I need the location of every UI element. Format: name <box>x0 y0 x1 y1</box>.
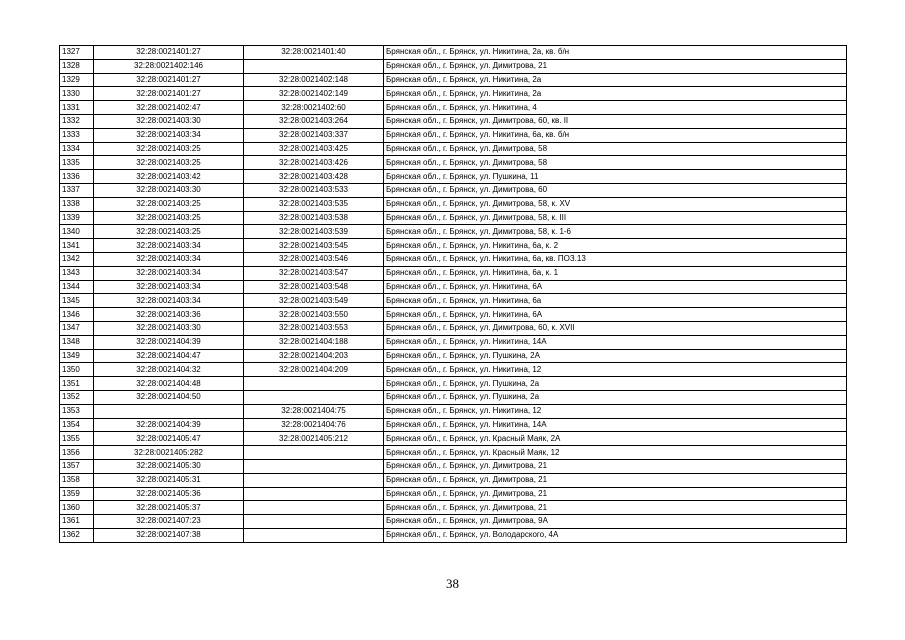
table-row <box>60 515 847 529</box>
row-number-cell: 1339 <box>60 211 94 225</box>
address-cell: Брянская обл., г. Брянск, ул. Никитина, 14А <box>384 418 847 432</box>
related-cadastral-number-cell: 32:28:0021404:76 <box>244 418 384 432</box>
related-cadastral-number-cell: 32:28:0021403:426 <box>244 156 384 170</box>
table-row <box>60 59 847 73</box>
address-cell: Брянская обл., г. Брянск, ул. Димитрова, 60 <box>384 183 847 197</box>
cadastral-number-cell: 32:28:0021405:36 <box>94 487 244 501</box>
cadastral-number-cell <box>94 404 244 418</box>
cadastral-number-cell: 32:28:0021402:146 <box>94 59 244 73</box>
address-cell: Брянская обл., г. Брянск, ул. Никитина, 6а <box>384 294 847 308</box>
table-row <box>60 390 847 404</box>
row-number-cell: 1343 <box>60 266 94 280</box>
cadastral-number-cell: 32:28:0021403:34 <box>94 294 244 308</box>
cadastral-number-cell: 32:28:0021401:27 <box>94 87 244 101</box>
cadastral-table <box>59 45 847 543</box>
row-number-cell: 1345 <box>60 294 94 308</box>
address-cell: Брянская обл., г. Брянск, ул. Пушкина, 2а <box>384 377 847 391</box>
address-cell: Брянская обл., г. Брянск, ул. Никитина, 2а, кв. б/н <box>384 46 847 60</box>
cadastral-number-cell: 32:28:0021403:36 <box>94 308 244 322</box>
cadastral-number-cell: 32:28:0021403:30 <box>94 321 244 335</box>
table-row <box>60 280 847 294</box>
address-cell: Брянская обл., г. Брянск, ул. Димитрова, 21 <box>384 459 847 473</box>
cadastral-number-cell: 32:28:0021404:47 <box>94 349 244 363</box>
related-cadastral-number-cell: 32:28:0021403:550 <box>244 308 384 322</box>
address-cell: Брянская обл., г. Брянск, ул. Красный Маяк, 12 <box>384 446 847 460</box>
address-cell: Брянская обл., г. Брянск, ул. Димитрова, 21 <box>384 487 847 501</box>
related-cadastral-number-cell <box>244 515 384 529</box>
address-cell: Брянская обл., г. Брянск, ул. Пушкина, 2а <box>384 390 847 404</box>
cadastral-number-cell: 32:28:0021403:25 <box>94 142 244 156</box>
table-row <box>60 114 847 128</box>
row-number-cell: 1358 <box>60 473 94 487</box>
address-cell: Брянская обл., г. Брянск, ул. Димитрова, 21 <box>384 59 847 73</box>
cadastral-number-cell: 32:28:0021404:39 <box>94 418 244 432</box>
address-cell: Брянская обл., г. Брянск, ул. Никитина, 6А <box>384 280 847 294</box>
address-cell: Брянская обл., г. Брянск, ул. Никитина, 6а, к. 1 <box>384 266 847 280</box>
address-cell: Брянская обл., г. Брянск, ул. Никитина, 12 <box>384 363 847 377</box>
row-number-cell: 1361 <box>60 515 94 529</box>
row-number-cell: 1327 <box>60 46 94 60</box>
row-number-cell: 1330 <box>60 87 94 101</box>
related-cadastral-number-cell: 32:28:0021403:425 <box>244 142 384 156</box>
row-number-cell: 1333 <box>60 128 94 142</box>
table-row <box>60 252 847 266</box>
row-number-cell: 1353 <box>60 404 94 418</box>
cadastral-number-cell: 32:28:0021405:282 <box>94 446 244 460</box>
address-cell: Брянская обл., г. Брянск, ул. Димитрова, 9А <box>384 515 847 529</box>
cadastral-number-cell: 32:28:0021404:48 <box>94 377 244 391</box>
address-cell: Брянская обл., г. Брянск, ул. Димитрова, 58 <box>384 142 847 156</box>
related-cadastral-number-cell: 32:28:0021404:209 <box>244 363 384 377</box>
table-row <box>60 225 847 239</box>
row-number-cell: 1351 <box>60 377 94 391</box>
table-row <box>60 418 847 432</box>
related-cadastral-number-cell: 32:28:0021403:264 <box>244 114 384 128</box>
address-cell: Брянская обл., г. Брянск, ул. Никитина, 6а, кв. ПОЗ.13 <box>384 252 847 266</box>
cadastral-number-cell: 32:28:0021402:47 <box>94 101 244 115</box>
cadastral-number-cell: 32:28:0021403:34 <box>94 266 244 280</box>
related-cadastral-number-cell: 32:28:0021405:212 <box>244 432 384 446</box>
row-number-cell: 1334 <box>60 142 94 156</box>
row-number-cell: 1335 <box>60 156 94 170</box>
related-cadastral-number-cell: 32:28:0021403:538 <box>244 211 384 225</box>
related-cadastral-number-cell: 32:28:0021403:428 <box>244 170 384 184</box>
table-row <box>60 308 847 322</box>
row-number-cell: 1362 <box>60 528 94 542</box>
related-cadastral-number-cell: 32:28:0021403:545 <box>244 239 384 253</box>
table-row <box>60 197 847 211</box>
related-cadastral-number-cell: 32:28:0021403:546 <box>244 252 384 266</box>
related-cadastral-number-cell: 32:28:0021402:60 <box>244 101 384 115</box>
row-number-cell: 1352 <box>60 390 94 404</box>
cadastral-number-cell: 32:28:0021405:47 <box>94 432 244 446</box>
related-cadastral-number-cell: 32:28:0021403:547 <box>244 266 384 280</box>
table-row <box>60 432 847 446</box>
address-cell: Брянская обл., г. Брянск, ул. Никитина, 6а, кв. б/н <box>384 128 847 142</box>
cadastral-number-cell: 32:28:0021403:30 <box>94 114 244 128</box>
row-number-cell: 1340 <box>60 225 94 239</box>
related-cadastral-number-cell: 32:28:0021404:203 <box>244 349 384 363</box>
table-row <box>60 335 847 349</box>
cadastral-number-cell: 32:28:0021407:38 <box>94 528 244 542</box>
row-number-cell: 1355 <box>60 432 94 446</box>
table-body <box>60 46 847 543</box>
address-cell: Брянская обл., г. Брянск, ул. Димитрова, 60, кв. II <box>384 114 847 128</box>
table-row <box>60 404 847 418</box>
row-number-cell: 1347 <box>60 321 94 335</box>
row-number-cell: 1336 <box>60 170 94 184</box>
related-cadastral-number-cell: 32:28:0021403:548 <box>244 280 384 294</box>
address-cell: Брянская обл., г. Брянск, ул. Димитрова, 58, к. XV <box>384 197 847 211</box>
table-row <box>60 473 847 487</box>
cadastral-number-cell: 32:28:0021403:34 <box>94 239 244 253</box>
related-cadastral-number-cell: 32:28:0021401:40 <box>244 46 384 60</box>
related-cadastral-number-cell <box>244 377 384 391</box>
address-cell: Брянская обл., г. Брянск, ул. Красный Маяк, 2А <box>384 432 847 446</box>
cadastral-number-cell: 32:28:0021401:27 <box>94 46 244 60</box>
address-cell: Брянская обл., г. Брянск, ул. Пушкина, 11 <box>384 170 847 184</box>
address-cell: Брянская обл., г. Брянск, ул. Никитина, 6а, к. 2 <box>384 239 847 253</box>
cadastral-number-cell: 32:28:0021407:23 <box>94 515 244 529</box>
related-cadastral-number-cell: 32:28:0021403:535 <box>244 197 384 211</box>
related-cadastral-number-cell <box>244 487 384 501</box>
cadastral-number-cell: 32:28:0021403:25 <box>94 197 244 211</box>
row-number-cell: 1342 <box>60 252 94 266</box>
row-number-cell: 1337 <box>60 183 94 197</box>
row-number-cell: 1360 <box>60 501 94 515</box>
cadastral-number-cell: 32:28:0021403:42 <box>94 170 244 184</box>
related-cadastral-number-cell <box>244 390 384 404</box>
table-row <box>60 528 847 542</box>
row-number-cell: 1344 <box>60 280 94 294</box>
page-number: 38 <box>446 576 459 591</box>
table-row <box>60 446 847 460</box>
table-row <box>60 183 847 197</box>
table-row <box>60 349 847 363</box>
cadastral-number-cell: 32:28:0021403:25 <box>94 225 244 239</box>
table-row <box>60 87 847 101</box>
row-number-cell: 1356 <box>60 446 94 460</box>
table-row <box>60 156 847 170</box>
related-cadastral-number-cell <box>244 446 384 460</box>
address-cell: Брянская обл., г. Брянск, ул. Никитина, 6А <box>384 308 847 322</box>
cadastral-number-cell: 32:28:0021403:34 <box>94 128 244 142</box>
table-row <box>60 363 847 377</box>
table-row <box>60 170 847 184</box>
address-cell: Брянская обл., г. Брянск, ул. Никитина, 2а <box>384 73 847 87</box>
cadastral-number-cell: 32:28:0021405:31 <box>94 473 244 487</box>
related-cadastral-number-cell <box>244 59 384 73</box>
table-row <box>60 487 847 501</box>
cadastral-number-cell: 32:28:0021403:34 <box>94 280 244 294</box>
row-number-cell: 1329 <box>60 73 94 87</box>
table-row <box>60 266 847 280</box>
row-number-cell: 1359 <box>60 487 94 501</box>
cadastral-number-cell: 32:28:0021403:25 <box>94 156 244 170</box>
table-row <box>60 46 847 60</box>
row-number-cell: 1332 <box>60 114 94 128</box>
row-number-cell: 1354 <box>60 418 94 432</box>
related-cadastral-number-cell: 32:28:0021404:75 <box>244 404 384 418</box>
table-row <box>60 459 847 473</box>
address-cell: Брянская обл., г. Брянск, ул. Димитрова, 60, к. XVII <box>384 321 847 335</box>
table-row <box>60 377 847 391</box>
related-cadastral-number-cell: 32:28:0021403:539 <box>244 225 384 239</box>
row-number-cell: 1349 <box>60 349 94 363</box>
address-cell: Брянская обл., г. Брянск, ул. Пушкина, 2А <box>384 349 847 363</box>
table-row <box>60 211 847 225</box>
address-cell: Брянская обл., г. Брянск, ул. Никитина, 4 <box>384 101 847 115</box>
address-cell: Брянская обл., г. Брянск, ул. Володарского, 4А <box>384 528 847 542</box>
row-number-cell: 1348 <box>60 335 94 349</box>
row-number-cell: 1357 <box>60 459 94 473</box>
cadastral-number-cell: 32:28:0021403:34 <box>94 252 244 266</box>
address-cell: Брянская обл., г. Брянск, ул. Никитина, 2а <box>384 87 847 101</box>
related-cadastral-number-cell: 32:28:0021403:553 <box>244 321 384 335</box>
cadastral-number-cell: 32:28:0021403:30 <box>94 183 244 197</box>
row-number-cell: 1341 <box>60 239 94 253</box>
table-row <box>60 321 847 335</box>
table-row <box>60 294 847 308</box>
table-row <box>60 101 847 115</box>
cadastral-number-cell: 32:28:0021404:50 <box>94 390 244 404</box>
address-cell: Брянская обл., г. Брянск, ул. Димитрова, 21 <box>384 473 847 487</box>
cadastral-number-cell: 32:28:0021401:27 <box>94 73 244 87</box>
row-number-cell: 1338 <box>60 197 94 211</box>
address-cell: Брянская обл., г. Брянск, ул. Димитрова, 58 <box>384 156 847 170</box>
related-cadastral-number-cell: 32:28:0021403:337 <box>244 128 384 142</box>
address-cell: Брянская обл., г. Брянск, ул. Димитрова, 58, к. 1-6 <box>384 225 847 239</box>
address-cell: Брянская обл., г. Брянск, ул. Димитрова, 21 <box>384 501 847 515</box>
row-number-cell: 1331 <box>60 101 94 115</box>
row-number-cell: 1350 <box>60 363 94 377</box>
table-row <box>60 501 847 515</box>
table-row <box>60 239 847 253</box>
related-cadastral-number-cell: 32:28:0021404:188 <box>244 335 384 349</box>
address-cell: Брянская обл., г. Брянск, ул. Никитина, 12 <box>384 404 847 418</box>
cadastral-number-cell: 32:28:0021405:30 <box>94 459 244 473</box>
address-cell: Брянская обл., г. Брянск, ул. Димитрова, 58, к. III <box>384 211 847 225</box>
row-number-cell: 1328 <box>60 59 94 73</box>
related-cadastral-number-cell <box>244 501 384 515</box>
related-cadastral-number-cell: 32:28:0021403:549 <box>244 294 384 308</box>
table-row <box>60 142 847 156</box>
related-cadastral-number-cell: 32:28:0021402:149 <box>244 87 384 101</box>
cadastral-number-cell: 32:28:0021403:25 <box>94 211 244 225</box>
related-cadastral-number-cell <box>244 459 384 473</box>
cadastral-number-cell: 32:28:0021405:37 <box>94 501 244 515</box>
cadastral-number-cell: 32:28:0021404:39 <box>94 335 244 349</box>
related-cadastral-number-cell: 32:28:0021402:148 <box>244 73 384 87</box>
table-row <box>60 128 847 142</box>
related-cadastral-number-cell <box>244 528 384 542</box>
related-cadastral-number-cell: 32:28:0021403:533 <box>244 183 384 197</box>
cadastral-number-cell: 32:28:0021404:32 <box>94 363 244 377</box>
row-number-cell: 1346 <box>60 308 94 322</box>
address-cell: Брянская обл., г. Брянск, ул. Никитина, 14А <box>384 335 847 349</box>
table-row <box>60 73 847 87</box>
related-cadastral-number-cell <box>244 473 384 487</box>
